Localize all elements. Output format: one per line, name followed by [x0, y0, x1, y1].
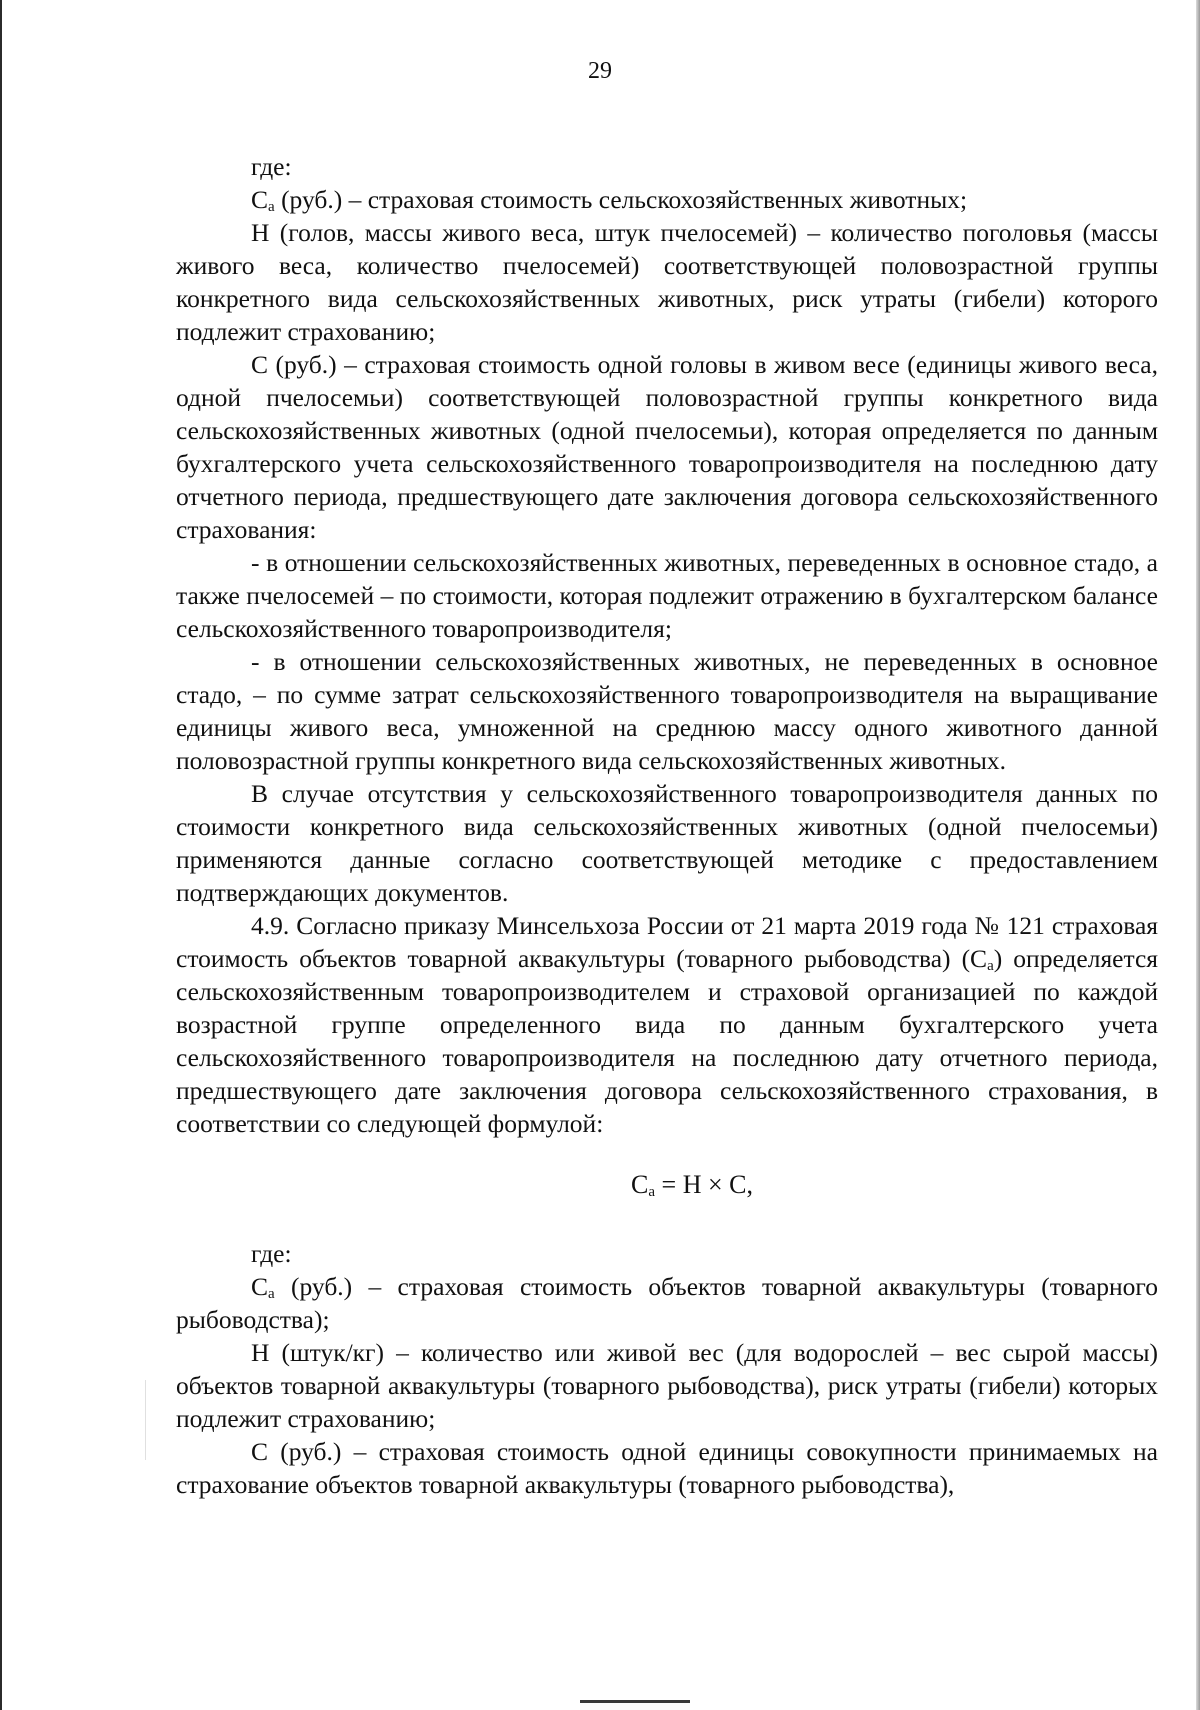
scan-artifact [145, 1380, 146, 1460]
paragraph-section-4-9 [176, 909, 1158, 1140]
document-body [176, 150, 1158, 1501]
formula-rest: = Н × С, [655, 1170, 753, 1199]
paragraph-absence-data: В случае отсутствия у сельскохозяйственного товаропроизводителя данных по стоимости конкретного вида сельскохозяйственных животных (одной пчелосемьи) применяются данные согласно соответствующей методике с предоставлением подтверждающих документов. [176, 779, 1158, 907]
definition-ca-aquaculture [176, 1270, 1158, 1336]
list-item-transferred: - в отношении сельскохозяйственных животных, переведенных в основное стадо, а также пчелосемей – по стоимости, которая подлежит отражению в бухгалтерском балансе сельскохозяйственного товаропроизводителя; [176, 548, 1158, 643]
page-number: 29 [588, 58, 612, 84]
definition-h-livestock: Н (голов, массы живого веса, штук пчелосемей) – количество поголовья (массы живого веса, количество пчелосемей) соответствующей половозрастной группы конкретного вида сельскохозяйственных животных, риск утраты (гибели) которого подлежит страхованию; [176, 218, 1158, 346]
scan-left-edge [0, 0, 2, 1710]
var-c: С [251, 185, 269, 214]
scan-right-edge [1196, 0, 1200, 1710]
scan-artifact-bottom [580, 1700, 690, 1703]
formula-subscript-a: а [648, 1184, 656, 1200]
var-c: С [251, 1272, 269, 1301]
list-item-not-transferred: - в отношении сельскохозяйственных животных, не переведенных в основное стадо, – по сумме затрат сельскохозяйственного товаропроизводителя на выращивание единицы живого веса, умноженной на среднюю массу одного животного данной половозрастной группы конкретного вида сельскохозяйственных животных. [176, 647, 1158, 775]
definition-ca-livestock [176, 183, 1158, 216]
section-text-b: ) определяется сельскохозяйственным товаропроизводителем и страховой организацией по каждой возрастной группе определенного вида по данным бухгалтерского учета сельскохозяйственного товаропроизводителя на последнюю дату отчетного периода, предшествующего дате заключения договора сельскохозяйственного страхования, в соответствии со следующей формулой: [176, 944, 1158, 1138]
definition-h-aquaculture: Н (штук/кг) – количество или живой вес (для водорослей – вес сырой массы) объектов товарной аквакультуры (товарного рыбоводства), риск утраты (гибели) которых подлежит страхованию; [176, 1338, 1158, 1433]
formula-var-c: С [631, 1170, 649, 1199]
formula [176, 1168, 1158, 1201]
subscript-a: а [987, 958, 994, 974]
subscript-a: а [268, 1286, 275, 1302]
where-label-1: где: [251, 152, 292, 181]
where-label-2: где: [251, 1239, 292, 1268]
definition-text: (руб.) – страховая стоимость объектов товарной аквакультуры (товарного рыбоводства); [176, 1272, 1158, 1334]
section-text-a: 4.9. Согласно приказу Минсельхоза России от 21 марта 2019 года № 121 страховая стоимость объектов товарной аквакультуры (товарного рыбоводства) (С [176, 911, 1158, 973]
definition-c-livestock: С (руб.) – страховая стоимость одной головы в живом весе (единицы живого веса, одной пчелосемьи) соответствующей половозрастной группы конкретного вида сельскохозяйственных животных (одной пчелосемьи), которая определяется по данным бухгалтерского учета сельскохозяйственного товаропроизводителя на последнюю дату отчетного периода, предшествующего дате заключения договора сельскохозяйственного страхования: [176, 350, 1158, 544]
subscript-a: а [268, 199, 275, 215]
definition-text: (руб.) – страховая стоимость сельскохозяйственных животных; [274, 185, 968, 214]
definition-c-aquaculture: С (руб.) – страховая стоимость одной единицы совокупности принимаемых на страхование объектов товарной аквакультуры (товарного рыбоводства), [176, 1437, 1158, 1499]
